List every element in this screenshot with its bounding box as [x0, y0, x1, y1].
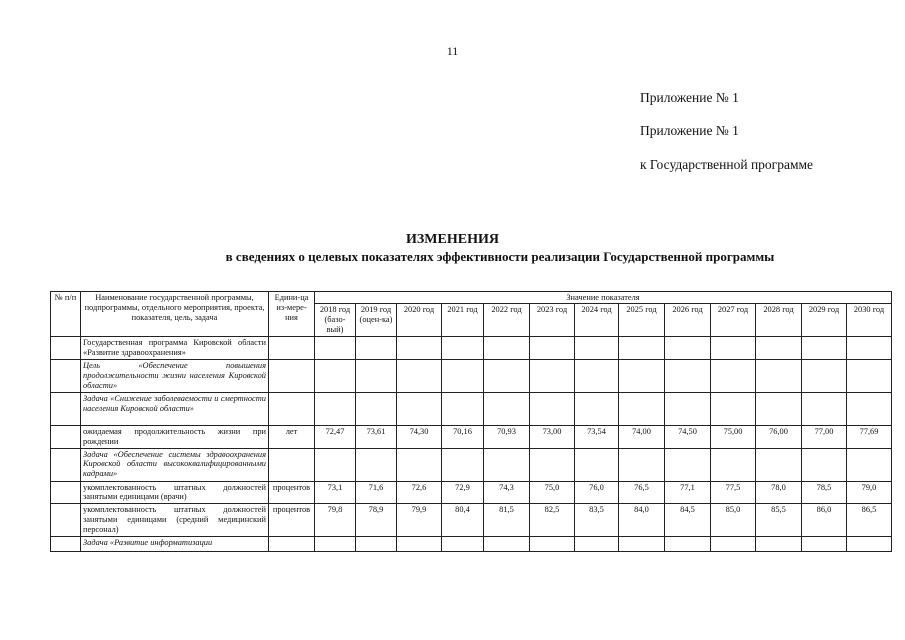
table-row: [51, 537, 892, 552]
row-name: Государственная программа Кировской области «Развитие здравоохранения»: [81, 336, 269, 359]
value-cell: 76,5: [619, 481, 665, 504]
value-cell: 72,6: [397, 481, 442, 504]
value-cell: 79,9: [397, 504, 442, 537]
header-year: 2029 год: [802, 304, 847, 337]
row-num: [51, 504, 81, 537]
header-year: 2020 год: [397, 304, 442, 337]
row-name: Задача «Развитие информатизации: [81, 537, 269, 552]
value-cell: 77,69: [847, 425, 892, 448]
value-cell: 74,30: [397, 425, 442, 448]
header-year: 2019 год (оцен-ка): [356, 304, 397, 337]
header-value-group: Значение показателя: [315, 292, 892, 304]
header-year: 2024 год: [575, 304, 619, 337]
row-unit: лет: [269, 425, 315, 448]
value-cell: 86,5: [847, 504, 892, 537]
header-year: 2027 год: [711, 304, 756, 337]
row-name: Задача «Снижение заболеваемости и смертности населения Кировской области»: [81, 392, 269, 425]
table-row: [51, 504, 892, 537]
value-cell: 70,93: [484, 425, 530, 448]
value-cell: 74,00: [619, 425, 665, 448]
value-cell: 77,1: [665, 481, 711, 504]
row-num: [51, 448, 81, 481]
table-row: [51, 336, 892, 359]
table-row: [51, 448, 892, 481]
value-cell: 76,00: [756, 425, 802, 448]
row-name: ожидаемая продолжительность жизни при рождении: [81, 425, 269, 448]
appendix-line-1: Приложение № 1: [640, 90, 739, 105]
value-cell: 82,5: [530, 504, 575, 537]
row-name: Задача «Обеспечение системы здравоохранения Кировской области высококвалифицированными кадрами»: [81, 448, 269, 481]
row-unit: [269, 336, 315, 359]
value-cell: 73,00: [530, 425, 575, 448]
value-cell: 74,50: [665, 425, 711, 448]
row-unit: процентов: [269, 504, 315, 537]
value-cell: 70,16: [442, 425, 484, 448]
value-cell: 84,0: [619, 504, 665, 537]
value-cell: 81,5: [484, 504, 530, 537]
header-name: Наименование государственной программы, подпрограммы, отдельного мероприятия, проекта, показателя, цель, задача: [81, 292, 269, 337]
page-number: 11: [446, 44, 459, 58]
header-year: 2028 год: [756, 304, 802, 337]
header-year: 2018 год (базо-вый): [315, 304, 356, 337]
value-cell: 76,0: [575, 481, 619, 504]
header-year: 2030 год: [847, 304, 892, 337]
row-name: Цель «Обеспечение повышения продолжительности жизни населения Кировской области»: [81, 359, 269, 392]
indicators-table: [50, 291, 892, 552]
row-name: укомплектованность штатных должностей занятыми единицами (средний медицинский персонал): [81, 504, 269, 537]
table-row: [51, 481, 892, 504]
value-cell: 71,6: [356, 481, 397, 504]
value-cell: 75,0: [530, 481, 575, 504]
value-cell: 73,1: [315, 481, 356, 504]
header-year: 2022 год: [484, 304, 530, 337]
value-cell: 77,00: [802, 425, 847, 448]
value-cell: 72,9: [442, 481, 484, 504]
row-unit: [269, 537, 315, 552]
row-name: укомплектованность штатных должностей занятыми единицами (врачи): [81, 481, 269, 504]
row-num: [51, 537, 81, 552]
document-title: ИЗМЕНЕНИЯ: [406, 232, 499, 247]
header-year: 2021 год: [442, 304, 484, 337]
value-cell: 73,54: [575, 425, 619, 448]
value-cell: 75,00: [711, 425, 756, 448]
table-row: [51, 425, 892, 448]
row-num: [51, 425, 81, 448]
value-cell: 77,5: [711, 481, 756, 504]
header-year: 2025 год: [619, 304, 665, 337]
document-subtitle: в сведениях о целевых показателях эффективности реализации Государственной программы: [225, 249, 775, 264]
value-cell: 86,0: [802, 504, 847, 537]
row-unit: [269, 392, 315, 425]
value-cell: 84,5: [665, 504, 711, 537]
header-year: 2023 год: [530, 304, 575, 337]
row-num: [51, 481, 81, 504]
value-cell: 73,61: [356, 425, 397, 448]
value-cell: 79,0: [847, 481, 892, 504]
value-cell: 74,3: [484, 481, 530, 504]
table-row: [51, 392, 892, 425]
row-unit: [269, 448, 315, 481]
header-year: 2026 год: [665, 304, 711, 337]
row-num: [51, 359, 81, 392]
value-cell: 85,0: [711, 504, 756, 537]
row-unit: [269, 359, 315, 392]
value-cell: 79,8: [315, 504, 356, 537]
value-cell: 83,5: [575, 504, 619, 537]
value-cell: 78,9: [356, 504, 397, 537]
value-cell: 80,4: [442, 504, 484, 537]
appendix-line-3: к Государственной программе: [640, 157, 814, 172]
value-cell: 85,5: [756, 504, 802, 537]
row-unit: процентов: [269, 481, 315, 504]
value-cell: 78,5: [802, 481, 847, 504]
header-num: № п/п: [51, 292, 81, 337]
row-num: [51, 392, 81, 425]
value-cell: 78,0: [756, 481, 802, 504]
row-num: [51, 336, 81, 359]
header-unit: Едини-ца из-мере-ния: [269, 292, 315, 337]
value-cell: 72,47: [315, 425, 356, 448]
appendix-line-2: Приложение № 1: [640, 123, 739, 138]
table-row: [51, 359, 892, 392]
